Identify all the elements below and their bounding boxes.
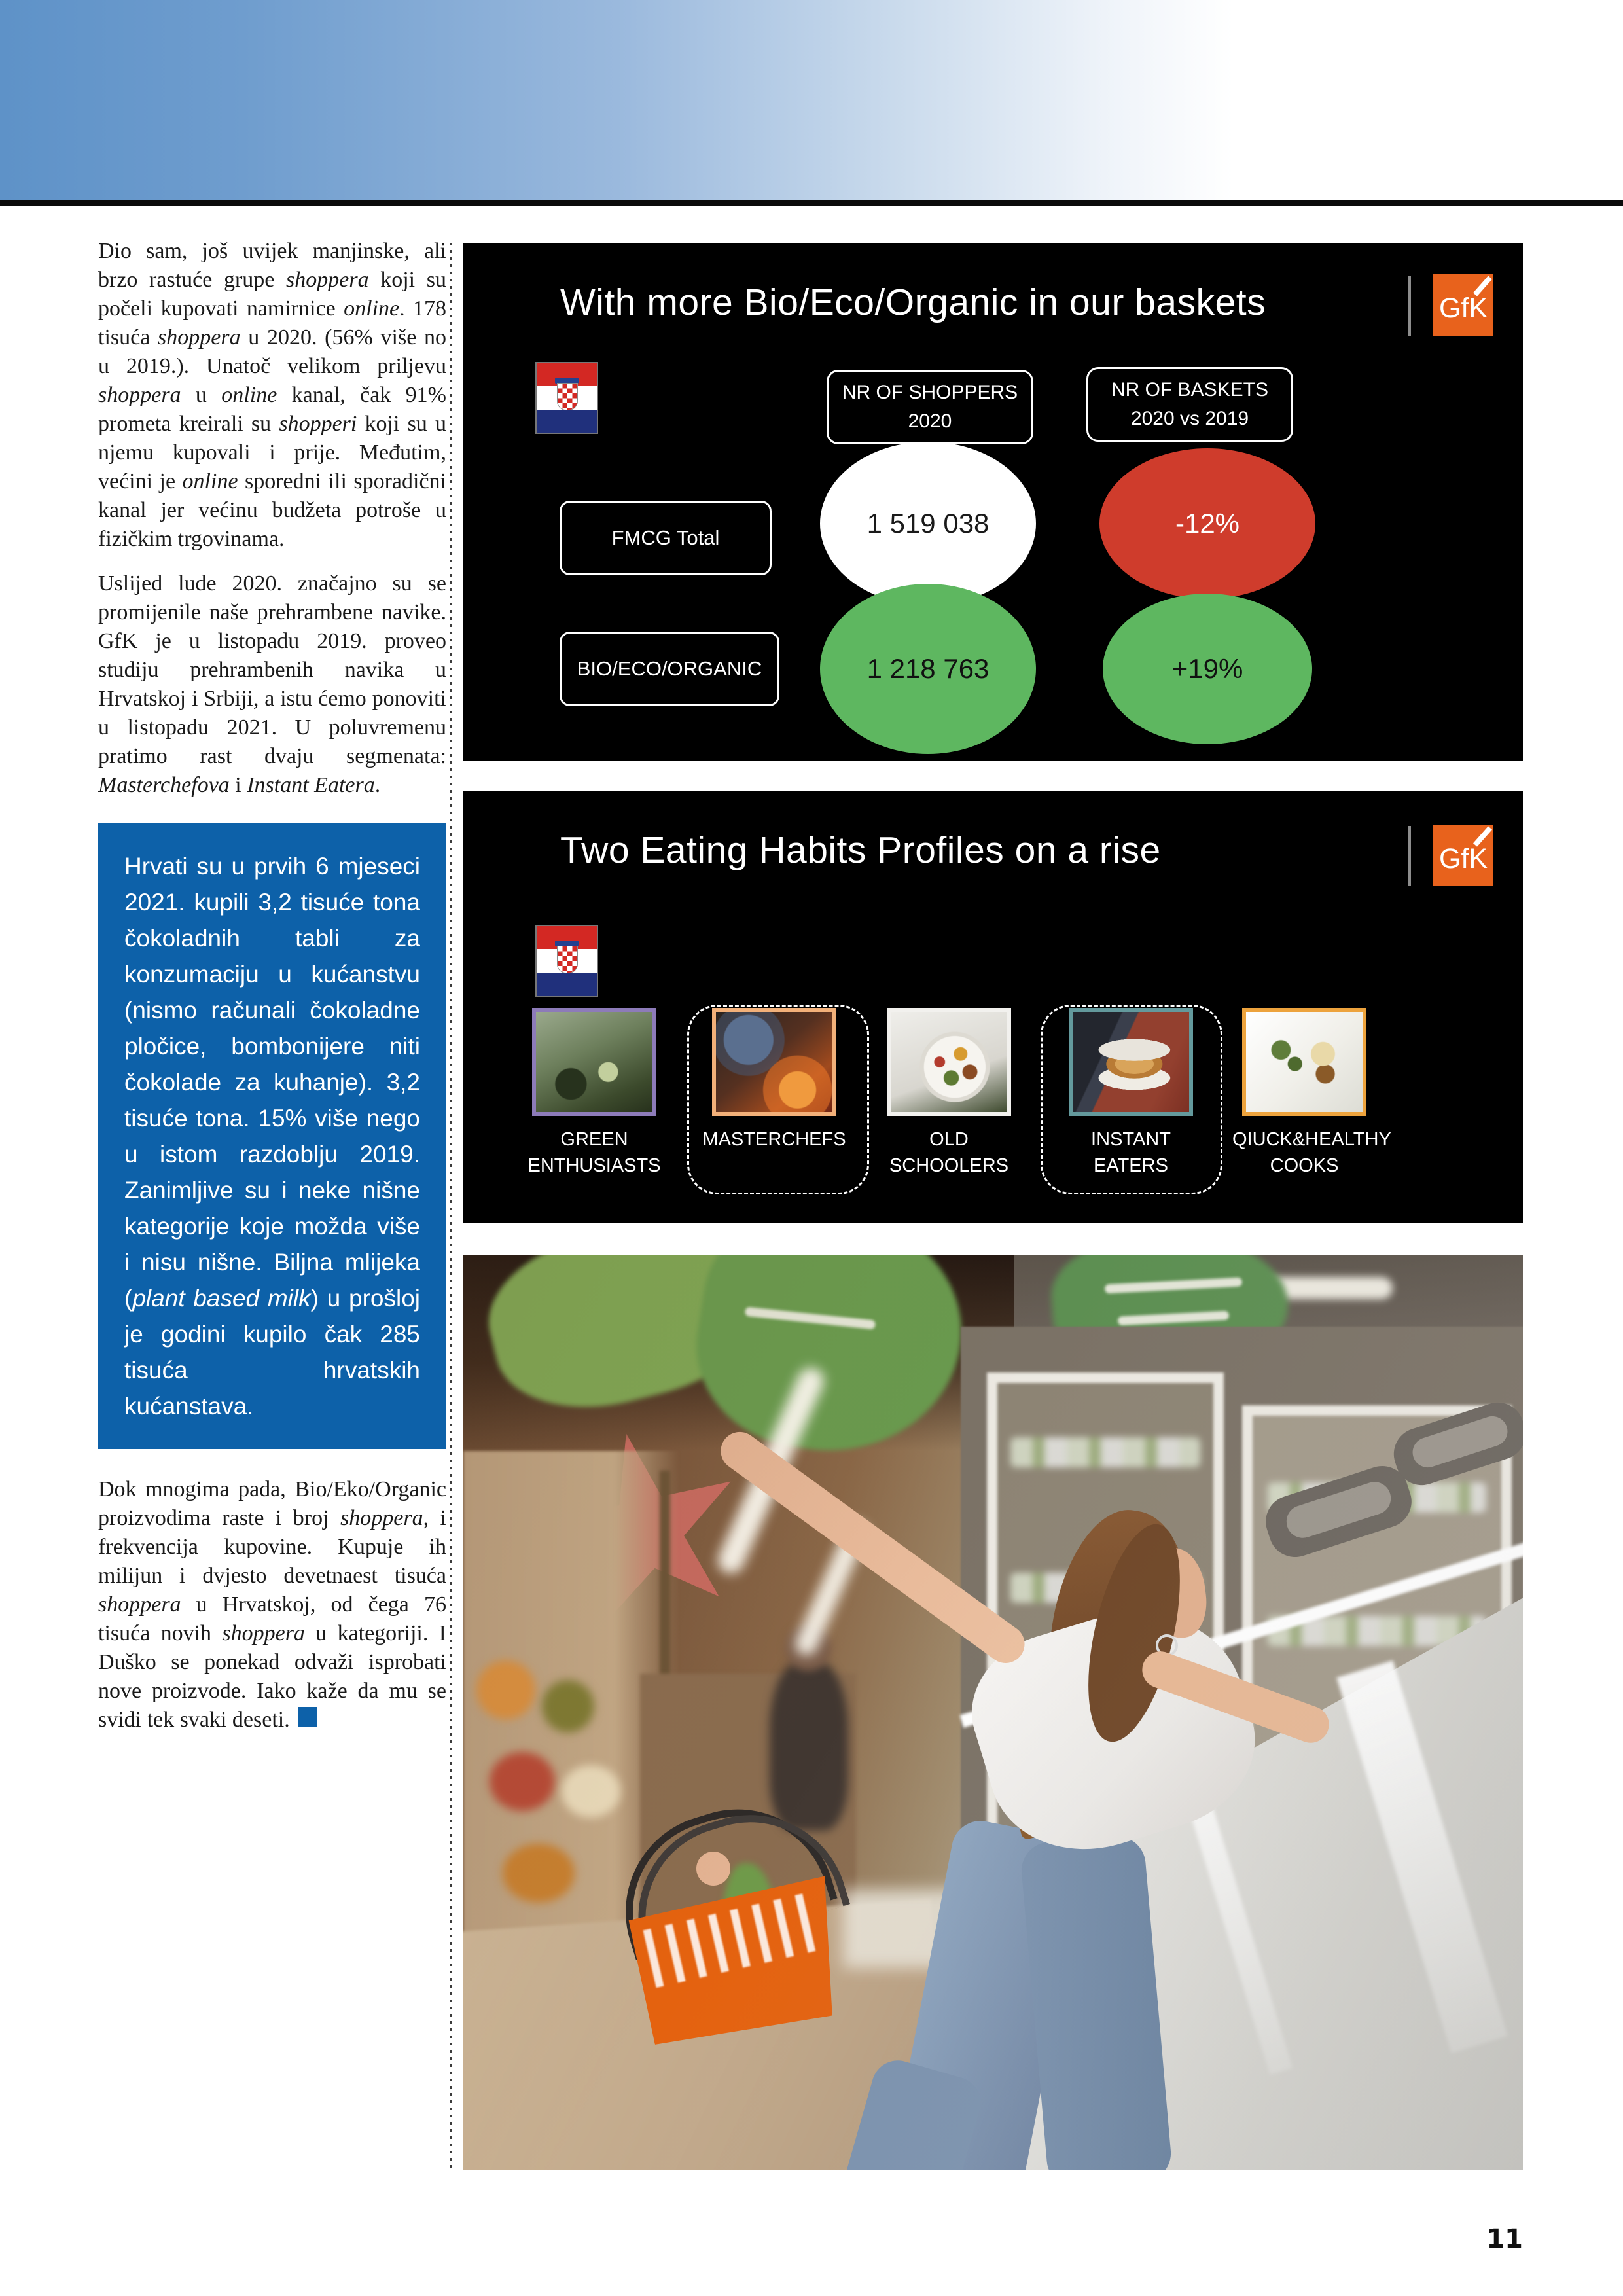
instant-eaters-photo [1069,1008,1193,1116]
slide1-title: With more Bio/Eco/Organic in our baskets [560,281,1266,323]
article-column [98,237,446,1734]
profile-label-line1: OLD [929,1129,969,1150]
gfk-logo-text: GfK [1439,293,1488,324]
croatia-flag-icon [537,926,597,996]
masterchefs-photo [712,1008,836,1116]
gfk-logo-icon [1433,825,1493,886]
gfk-logo-icon [1433,274,1493,336]
row-label-fmcg-total: FMCG Total [560,501,772,575]
supermarket-photo [463,1255,1523,2170]
slide2-title: Two Eating Habits Profiles on a rise [560,829,1161,871]
paragraph-3-text: Dok mnogima pada, Bio/Eko/Organic proizvodima raste i broj shoppera, i frekvencija kupovine. Kupuje ih milijun i dvjesto devetnaest tisuća shoppera u Hrvatskoj, od čega 76 tisuća novih shoppera u kategoriji. I Duško se ponekad odvaži isprobati nove proizvode. Iako kaže da mu se svidi tek svaki deseti. [98,1477,446,1732]
profile-card-green-enthusiasts [522,1008,666,1179]
slide-eating-habits [463,791,1523,1223]
header-baskets-line2: 2020 vs 2019 [1130,408,1249,429]
photo-tone-overlay [463,1255,1523,2170]
green-enthusiasts-photo [532,1008,656,1116]
value-ellipse-fmcg-baskets: -12% [1099,448,1315,599]
gfk-logo-block [1408,825,1493,888]
top-band-rule [0,200,1623,206]
row-label-bio-eco-organic: BIO/ECO/ORGANIC [560,632,779,706]
profile-card-instant-eaters [1059,1008,1203,1179]
article-paragraph-1: Dio sam, još uvijek manjinske, ali brzo rastuće grupe shoppera koji su počeli kupovati namirnice online. 178 tisuća shoppera u 2020. (56% više no u 2019.). Unatoč velikom priljevu shoppera u online kanal, čak 91% prometa kreirali su shopperi koji su u njemu kupovali i prije. Međutim, većini je online sporedni ili sporadični kanal jer većinu budžeta potroše u fizičkim trgovinama. [98,239,447,551]
old-schoolers-photo [887,1008,1011,1116]
profile-card-masterchefs [702,1008,846,1153]
page-number: 11 [1486,2224,1523,2254]
gfk-logo-block [1408,274,1493,337]
profile-label-line1: GREEN [560,1129,628,1150]
article-paragraph-2: Uslijed lude 2020. značajno su se promijenile naše prehrambene navike. GfK je u listopadu 2019. proveo studiju prehrambenih navika u Hrvatskoj i Srbiji, a istu ćemo ponoviti u listopadu 2021. U poluvremenu pratimo rast dvaju segmenata: Masterchefova i Instant Eatera. [98,571,446,797]
profile-card-old-schoolers [877,1008,1021,1179]
gfk-logo-separator [1408,276,1411,336]
gfk-logo-text: GfK [1439,843,1488,874]
value-ellipse-fmcg-shoppers: 1 519 038 [820,442,1036,605]
header-shoppers-line2: 2020 [908,410,952,432]
top-gradient-band [0,0,1623,200]
column-header-shoppers [827,370,1033,444]
profile-label-line2: EATERS [1094,1155,1168,1176]
quick-healthy-cooks-photo [1242,1008,1366,1116]
profile-label-line2: SCHOOLERS [889,1155,1009,1176]
value-ellipse-bio-shoppers: 1 218 763 [820,584,1036,754]
gfk-logo-separator [1408,826,1411,886]
highlight-quote-box: Hrvati su u prvih 6 mjeseci 2021. kupili 3,2 tisuće tona čokoladnih tabli za konzumaciju u kućanstvu (nismo računali čokoladne pločice, bombonijere niti čokolade za kuhanje). 3,2 tisuće tona. 15% više nego u istom razdoblju 2019. Zanimljive su i neke nišne kategorije koje možda više i nisu nišne. Biljna mlijeka (plant based milk) u prošloj je godini kupilo čak 285 tisuća hrvatskih kućanstava. [98,823,446,1449]
profile-label-line1: QIUCK&HEALTHY [1232,1129,1391,1150]
value-ellipse-bio-baskets: +19% [1103,594,1312,744]
column-header-baskets [1086,367,1293,442]
slide-bio-eco-organic [463,243,1523,761]
header-shoppers-line1: NR OF SHOPPERS [842,382,1018,403]
profile-label-line1: INSTANT [1091,1129,1171,1150]
croatia-flag-icon [537,363,597,433]
profile-card-quick-healthy-cooks [1232,1008,1391,1179]
profile-label-line1: MASTERCHEFS [702,1129,846,1150]
profile-label-line2: ENTHUSIASTS [527,1155,661,1176]
article-end-mark [298,1707,317,1727]
profile-label-line2: COOKS [1270,1155,1339,1176]
column-divider-dotted-line [450,243,452,2170]
header-baskets-line1: NR OF BASKETS [1111,379,1269,401]
article-paragraph-3 [98,1475,446,1734]
